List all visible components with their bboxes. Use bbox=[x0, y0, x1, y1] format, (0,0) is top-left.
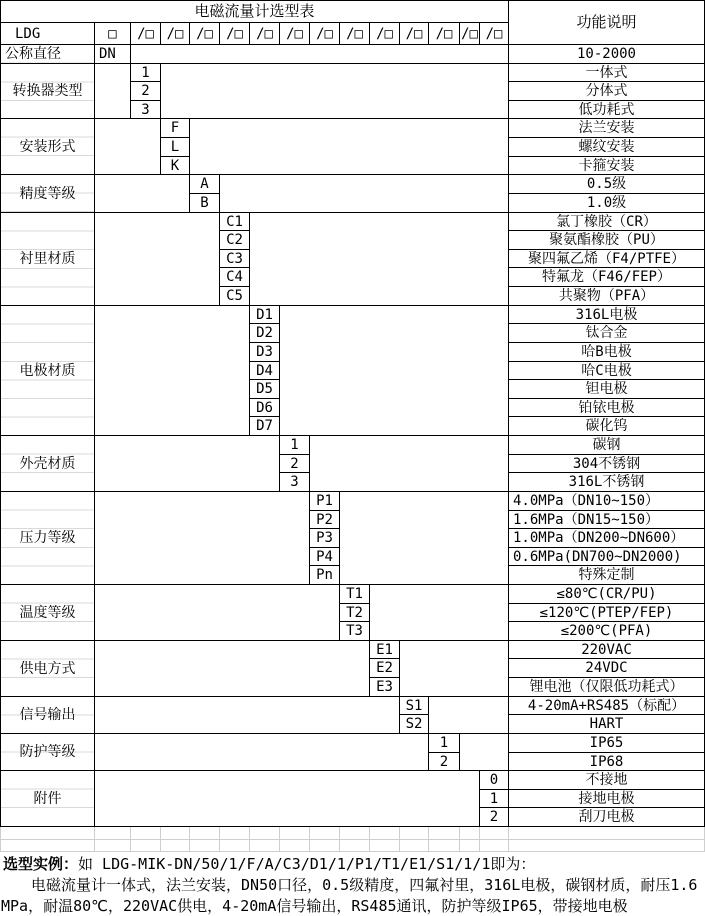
section-label: 防护等级 bbox=[0, 733, 95, 771]
section-label: 公称直径 bbox=[0, 44, 95, 64]
blank-cell bbox=[428, 696, 509, 734]
option-desc-cell: 接地电极 bbox=[508, 789, 705, 808]
option-desc-cell: ≤120℃(PTEP/FEP) bbox=[508, 603, 705, 622]
blank-cell bbox=[160, 63, 509, 119]
option-desc-cell: 钛合金 bbox=[508, 323, 705, 343]
model-slot-cell: /□ bbox=[369, 22, 400, 45]
blank-cell bbox=[309, 435, 509, 492]
blank-cell bbox=[94, 435, 280, 492]
option-code-cell: E1 bbox=[369, 640, 400, 659]
option-desc-cell: IP68 bbox=[508, 752, 705, 771]
option-code-cell: S2 bbox=[399, 714, 429, 734]
blank-cell bbox=[94, 305, 250, 436]
option-code-cell: 2 bbox=[428, 752, 460, 771]
option-desc-cell: 钽电极 bbox=[508, 379, 705, 399]
option-desc-cell: 0.5级 bbox=[508, 174, 705, 194]
option-desc-cell: 4-20mA+RS485（标配） bbox=[508, 696, 705, 715]
option-desc-cell: 220VAC bbox=[508, 640, 705, 659]
table-title: 电磁流量计选型表 bbox=[0, 0, 509, 23]
section-label: 压力等级 bbox=[0, 491, 95, 585]
option-desc-cell: 卡箍安装 bbox=[508, 156, 705, 175]
option-code-cell: D1 bbox=[249, 305, 280, 324]
option-code-cell: 1 bbox=[479, 789, 509, 808]
option-code-cell: C3 bbox=[219, 249, 250, 268]
option-desc-cell: 分体式 bbox=[508, 81, 705, 101]
blank-cell bbox=[459, 733, 509, 771]
option-desc-cell: 特氟龙（F46/FEP） bbox=[508, 267, 705, 287]
option-code-cell: 2 bbox=[479, 807, 509, 827]
option-code-cell: E3 bbox=[369, 677, 400, 697]
option-code-cell: D7 bbox=[249, 416, 280, 436]
selection-example-label: 选型实例： bbox=[3, 855, 79, 873]
option-desc-cell: 法兰安装 bbox=[508, 118, 705, 138]
blank-cell bbox=[94, 584, 340, 641]
option-code-cell: C5 bbox=[219, 286, 250, 306]
option-desc-cell: HART bbox=[508, 714, 705, 734]
option-desc-cell: 低功耗式 bbox=[508, 100, 705, 119]
option-code-cell: D6 bbox=[249, 398, 280, 417]
model-prefix-cell: LDG bbox=[0, 22, 95, 45]
option-code-cell: P3 bbox=[309, 528, 340, 548]
option-desc-cell: 氯丁橡胶（CR） bbox=[508, 212, 705, 231]
option-desc-cell: 螺纹安装 bbox=[508, 137, 705, 157]
option-desc-cell: 共聚物（PFA） bbox=[508, 286, 705, 306]
option-code-cell: 0 bbox=[479, 770, 509, 790]
blank-cell bbox=[339, 491, 509, 585]
option-desc-cell: 0.6MPa(DN700~DN2000) bbox=[508, 547, 705, 566]
model-slot-cell: /□ bbox=[459, 22, 480, 45]
model-slot-cell: /□ bbox=[479, 22, 509, 45]
blank-cell bbox=[94, 640, 370, 697]
option-code-cell: 1 bbox=[279, 435, 310, 455]
option-code-cell: K bbox=[160, 156, 190, 175]
option-code-cell: 2 bbox=[279, 454, 310, 473]
option-code-cell: 1 bbox=[130, 63, 161, 82]
option-code-cell: C4 bbox=[219, 267, 250, 287]
option-code-cell: L bbox=[160, 137, 190, 157]
option-code-cell: S1 bbox=[399, 696, 429, 715]
section-label: 温度等级 bbox=[0, 584, 95, 641]
section-label: 附件 bbox=[0, 770, 95, 827]
option-desc-cell: 316L不锈钢 bbox=[508, 472, 705, 492]
section-label: 供电方式 bbox=[0, 640, 95, 697]
blank-cell bbox=[94, 118, 161, 175]
selection-example-line bbox=[3, 853, 535, 874]
option-desc-cell: 10-2000 bbox=[508, 44, 705, 64]
blank-cell bbox=[249, 212, 509, 306]
option-code-cell: 1 bbox=[428, 733, 460, 753]
option-desc-cell: 1.0级 bbox=[508, 193, 705, 213]
option-desc-cell: ≤200℃(PFA) bbox=[508, 621, 705, 641]
function-column-header: 功能说明 bbox=[508, 0, 705, 45]
selection-example-description: 电磁流量计一体式，法兰安装，DN50口径，0.5级精度，四氟衬里，316L电极，碳钢材质，耐压1.6MPa，耐温80℃，220VAC供电，4-20mA信号输出，RS485通讯，防护等级IP65，带接地电极 bbox=[1, 876, 698, 915]
option-desc-cell: 碳化钨 bbox=[508, 416, 705, 436]
option-desc-cell: 316L电极 bbox=[508, 305, 705, 324]
section-label: 衬里材质 bbox=[0, 212, 95, 306]
option-desc-cell: 不接地 bbox=[508, 770, 705, 790]
option-desc-cell: 碳钢 bbox=[508, 435, 705, 455]
blank-cell bbox=[94, 733, 429, 771]
model-slot-cell: /□ bbox=[428, 22, 460, 45]
option-desc-cell: 24VDC bbox=[508, 658, 705, 678]
blank-cell bbox=[279, 305, 509, 436]
model-slot-cell: /□ bbox=[309, 22, 340, 45]
model-slot-cell: /□ bbox=[249, 22, 280, 45]
model-slot-cell: /□ bbox=[160, 22, 190, 45]
blank-cell bbox=[189, 118, 509, 175]
option-code-cell: D4 bbox=[249, 361, 280, 380]
blank-cell bbox=[130, 44, 509, 64]
option-code-cell: P1 bbox=[309, 491, 340, 511]
option-code-cell: 3 bbox=[279, 472, 310, 492]
blank-cell bbox=[94, 770, 480, 827]
option-desc-cell: 锂电池（仅限低功耗式） bbox=[508, 677, 705, 697]
sheet-gridline bbox=[0, 839, 705, 840]
selection-example-text: 如 LDG-MIK-DN/50/1/F/A/C3/D1/1/P1/T1/E1/S1/1/1即为： bbox=[78, 855, 536, 873]
option-desc-cell: 1.6MPa（DN15~150） bbox=[508, 510, 705, 529]
option-desc-cell: 304不锈钢 bbox=[508, 454, 705, 473]
option-code-cell: T2 bbox=[339, 603, 370, 622]
option-desc-cell: ≤80℃(CR/PU) bbox=[508, 584, 705, 604]
option-desc-cell: 哈C电极 bbox=[508, 361, 705, 380]
model-slot-cell: /□ bbox=[219, 22, 250, 45]
option-code-cell: Pn bbox=[309, 565, 340, 585]
blank-cell bbox=[369, 584, 509, 641]
blank-cell bbox=[94, 696, 400, 734]
section-label: 外壳材质 bbox=[0, 435, 95, 492]
option-code-cell: C2 bbox=[219, 230, 250, 250]
blank-cell bbox=[94, 63, 131, 119]
option-code-cell: 3 bbox=[130, 100, 161, 119]
option-desc-cell: IP65 bbox=[508, 733, 705, 753]
model-slot-cell: /□ bbox=[189, 22, 220, 45]
model-first-box-cell: □ bbox=[94, 22, 131, 45]
sheet-gridline bbox=[0, 851, 705, 852]
option-desc-cell: 聚四氟乙烯（F4/PTFE） bbox=[508, 249, 705, 268]
option-desc-cell: 1.0MPa（DN200~DN600） bbox=[508, 528, 705, 548]
option-desc-cell: 特殊定制 bbox=[508, 565, 705, 585]
section-label: 安装形式 bbox=[0, 118, 95, 175]
blank-cell bbox=[219, 174, 509, 213]
blank-cell bbox=[94, 212, 220, 306]
blank-cell bbox=[94, 174, 190, 213]
option-code-cell: D3 bbox=[249, 342, 280, 362]
option-code-cell: P4 bbox=[309, 547, 340, 566]
option-code-cell: T3 bbox=[339, 621, 370, 641]
option-code-cell: C1 bbox=[219, 212, 250, 231]
section-label: 转换器类型 bbox=[0, 63, 95, 119]
option-code-cell: P2 bbox=[309, 510, 340, 529]
option-code-cell: D5 bbox=[249, 379, 280, 399]
section-label: 电极材质 bbox=[0, 305, 95, 436]
option-desc-cell: 4.0MPa（DN10~150） bbox=[508, 491, 705, 511]
model-slot-cell: /□ bbox=[130, 22, 161, 45]
option-desc-cell: 铂铱电极 bbox=[508, 398, 705, 417]
option-desc-cell: 刮刀电极 bbox=[508, 807, 705, 827]
section-label: 信号输出 bbox=[0, 696, 95, 734]
model-slot-cell: /□ bbox=[339, 22, 370, 45]
option-code-cell: F bbox=[160, 118, 190, 138]
option-desc-cell: 聚氨酯橡胶（PU） bbox=[508, 230, 705, 250]
option-code-cell: 2 bbox=[130, 81, 161, 101]
option-code-cell: DN bbox=[94, 44, 131, 64]
option-desc-cell: 一体式 bbox=[508, 63, 705, 82]
option-code-cell: B bbox=[189, 193, 220, 213]
option-code-cell: D2 bbox=[249, 323, 280, 343]
option-code-cell: T1 bbox=[339, 584, 370, 604]
option-code-cell: A bbox=[189, 174, 220, 194]
section-label: 精度等级 bbox=[0, 174, 95, 213]
blank-cell bbox=[399, 640, 509, 697]
option-code-cell: E2 bbox=[369, 658, 400, 678]
option-desc-cell: 哈B电极 bbox=[508, 342, 705, 362]
model-slot-cell: /□ bbox=[279, 22, 310, 45]
blank-cell bbox=[94, 491, 310, 585]
model-slot-cell: /□ bbox=[399, 22, 429, 45]
